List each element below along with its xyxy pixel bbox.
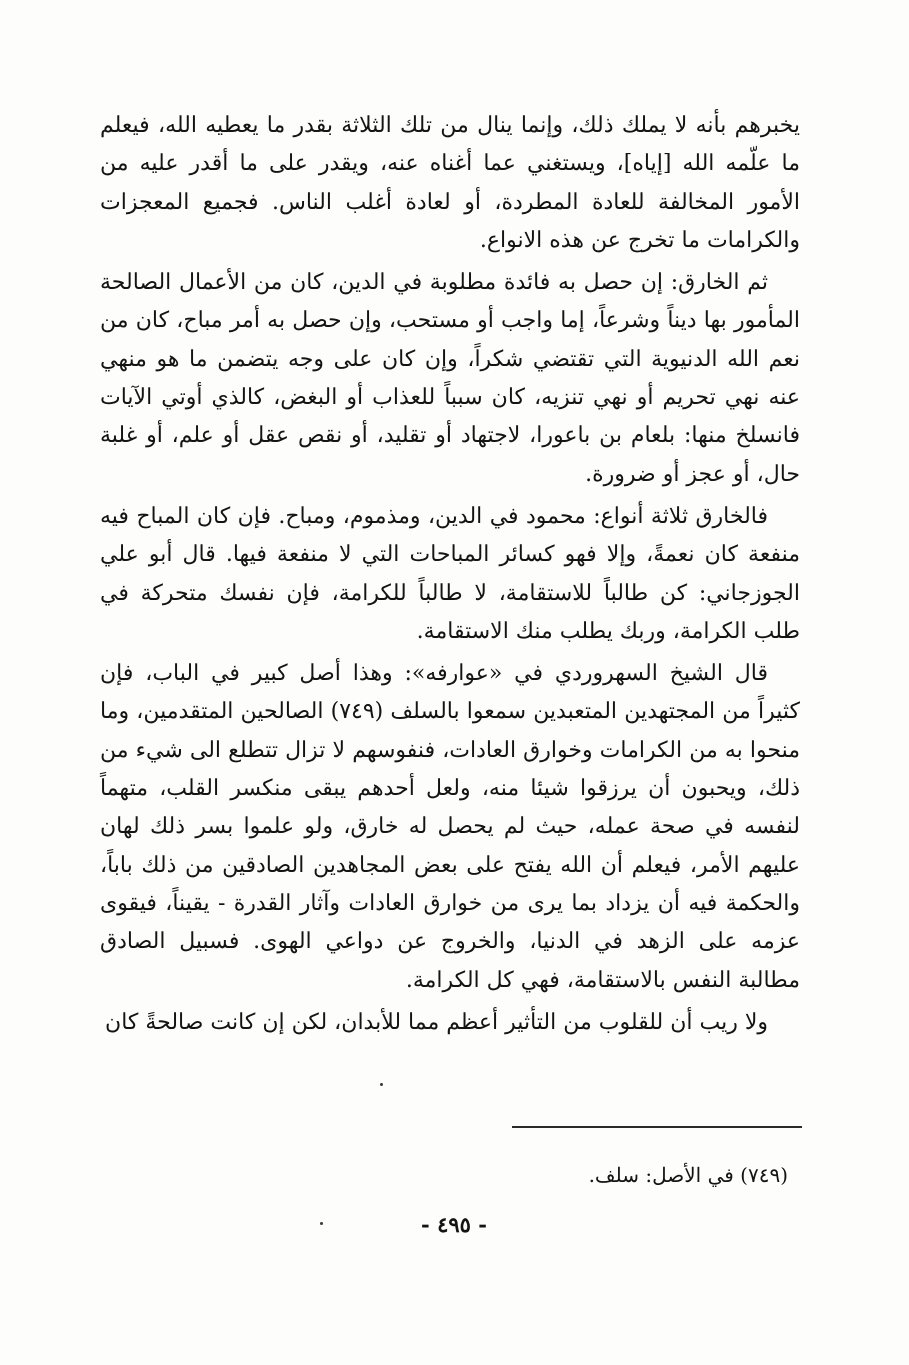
paragraph: ولا ريب أن للقلوب من التأثير أعظم مما للأبدان، لكن إن كانت صالحةً كان xyxy=(105,1009,768,1035)
main-text xyxy=(100,107,800,1042)
scan-speck xyxy=(380,1083,383,1086)
paragraph: قال الشيخ السهروردي في «عوارفه»: وهذا أصل كبير في الباب، فإن كثيراً من المجتهدين المتعبدين سمعوا بالسلف (٧٤٩) الصالحين المتقدمين، وما منحوا به من الكرامات وخوارق العادات، فنفوسهم لا تزال تتطلع الى شيء من ذلك، ويحبون أن يرزقوا شيئا منه، ولعل أحدهم يبقى منكسر القلب، متهماً لنفسه في صحة عمله، حيث لم يحصل له خارق، ولو علموا بسر ذلك لهان عليهم الأمر، فيعلم أن الله يفتح على بعض المجاهدين الصادقين من ذلك باباً، والحكمة فيه أن يزداد بما يرى من خوارق العادات وآثار القدرة - يقيناً، فيقوى عزمه على الزهد في الدنيا، والخروج عن دواعي الهوى. فسبيل الصادق مطالبة النفس بالاستقامة، فهي كل الكرامة. xyxy=(100,661,800,993)
paragraph: يخبرهم بأنه لا يملك ذلك، وإنما ينال من تلك الثلاثة بقدر ما يعطيه الله، فيعلم ما علّمه الله [إياه]، ويستغني عما أغناه عنه، ويقدر على ما أقدر عليه من الأمور المخالفة للعادة المطردة، أو لعادة أغلب الناس. فجميع المعجزات والكرامات ما تخرج عن هذه الانواع. xyxy=(100,113,800,253)
page-number: - ٤٩٥ - xyxy=(421,1212,487,1237)
scan-speck xyxy=(320,1222,323,1225)
paragraph: فالخارق ثلاثة أنواع: محمود في الدين، ومذموم، ومباح. فإن كان المباح فيه منفعة كان نعمةً، وإلا فهو كسائر المباحات التي لا منفعة فيها. قال أبو علي الجوزجاني: كن طالباً للاستقامة، لا طالباً للكرامة، فإن نفسك متحركة في طلب الكرامة، وربك يطلب منك الاستقامة. xyxy=(100,503,800,644)
paragraph: ثم الخارق: إن حصل به فائدة مطلوبة في الدين، كان من الأعمال الصالحة المأمور بها ديناً وشرعاً، إما واجب أو مستحب، وإن حصل به أمر مباح، كان من نعم الله الدنيوية التي تقتضي شكراً، وإن كان على وجه يتضمن ما هو منهي عنه نهي تحريم أو نهي تنزيه، كان سبباً للعذاب أو البغض، كالذي أوتي الآيات فانسلخ منها: بلعام بن باعورا، لاجتهاد أو تقليد، أو نقص عقل أو علم، أو غلبة حال، أو عجز أو ضرورة. xyxy=(100,270,800,487)
footnote-separator xyxy=(512,1126,802,1128)
footnote: (٧٤٩) في الأصل: سلف. xyxy=(588,1163,788,1187)
